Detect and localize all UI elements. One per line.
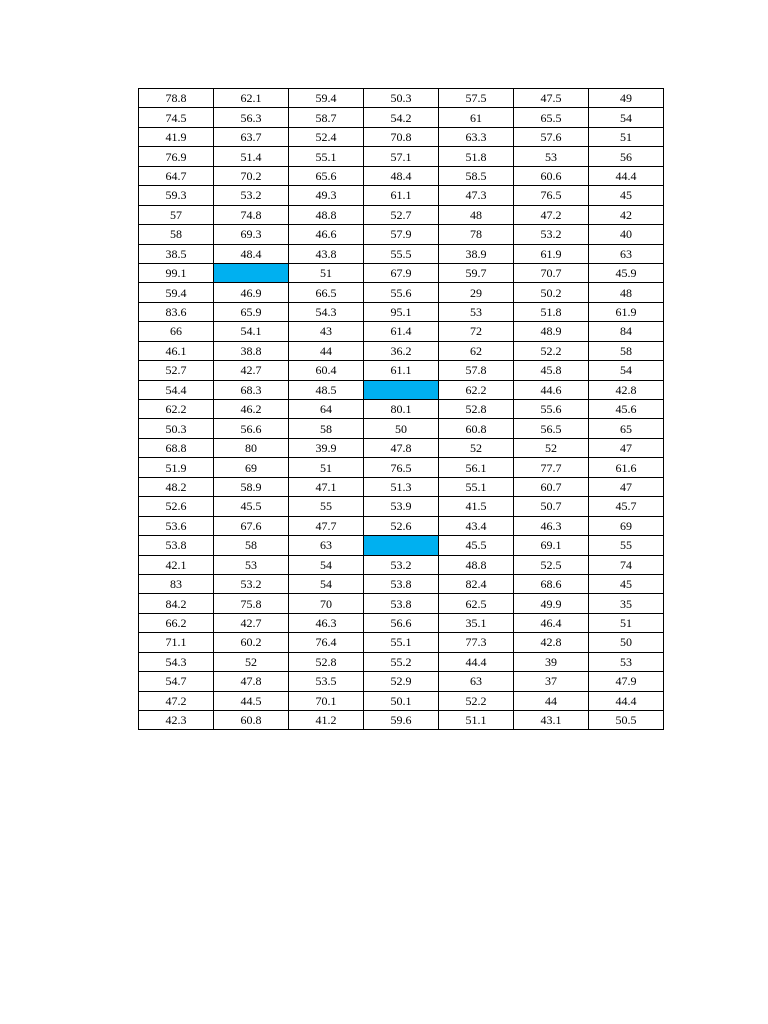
table-cell: 44.4: [589, 691, 664, 710]
table-cell: 54.7: [139, 672, 214, 691]
table-cell: 64: [289, 400, 364, 419]
table-cell: 82.4: [439, 574, 514, 593]
table-cell: 48.8: [439, 555, 514, 574]
table-row: [139, 166, 664, 185]
table-row: [139, 691, 664, 710]
table-cell: 65.5: [514, 108, 589, 127]
table-cell: 45.5: [439, 536, 514, 555]
table-cell: 57.6: [514, 127, 589, 146]
table-cell: 51.1: [439, 711, 514, 730]
table-cell: 55.6: [364, 283, 439, 302]
table-cell: 63: [589, 244, 664, 263]
table-cell: 29: [439, 283, 514, 302]
table-cell: 53: [514, 147, 589, 166]
table-cell: 64.7: [139, 166, 214, 185]
table-cell: 76.5: [364, 458, 439, 477]
table-cell: 52.6: [139, 497, 214, 516]
table-cell: 56.3: [214, 108, 289, 127]
table-cell: 59.6: [364, 711, 439, 730]
table-cell: 58: [589, 341, 664, 360]
table-cell: 51: [289, 263, 364, 282]
table-cell: 76.5: [514, 186, 589, 205]
table-cell: 58.5: [439, 166, 514, 185]
table-cell: 78: [439, 225, 514, 244]
table-cell: 69: [214, 458, 289, 477]
table-cell: 43: [289, 322, 364, 341]
table-cell: 70.7: [514, 263, 589, 282]
table-cell: 39: [514, 652, 589, 671]
table-cell: 57: [139, 205, 214, 224]
table-cell: 46.3: [514, 516, 589, 535]
table-cell: 62.1: [214, 89, 289, 108]
table-cell: 52.2: [514, 341, 589, 360]
table-cell: 53.8: [364, 594, 439, 613]
table-cell: 51: [589, 127, 664, 146]
table-cell: 47.7: [289, 516, 364, 535]
table-cell: 54.3: [139, 652, 214, 671]
table-cell: 44.4: [589, 166, 664, 185]
table-cell: 44.4: [439, 652, 514, 671]
table-cell: 75.8: [214, 594, 289, 613]
table-cell: 57.5: [439, 89, 514, 108]
table-cell: 40: [589, 225, 664, 244]
table-cell: 54.3: [289, 302, 364, 321]
table-cell: 49.9: [514, 594, 589, 613]
table-cell: 54.4: [139, 380, 214, 399]
table-cell: 52.7: [139, 361, 214, 380]
table-cell: 66.2: [139, 613, 214, 632]
table-cell: 45.5: [214, 497, 289, 516]
table-cell: 56.6: [214, 419, 289, 438]
table-cell: 99.1: [139, 263, 214, 282]
table-cell: 56: [589, 147, 664, 166]
table-cell: 53: [589, 652, 664, 671]
table-cell: 52: [214, 652, 289, 671]
table-cell: 42: [589, 205, 664, 224]
table-cell: 60.7: [514, 477, 589, 496]
table-cell: 46.4: [514, 613, 589, 632]
table-cell: 66: [139, 322, 214, 341]
table-cell: 65.6: [289, 166, 364, 185]
table-row: [139, 322, 664, 341]
table-cell: 48: [589, 283, 664, 302]
table-row: [139, 400, 664, 419]
table-cell: 52.8: [289, 652, 364, 671]
table-cell: 67.9: [364, 263, 439, 282]
table-cell: 58.9: [214, 477, 289, 496]
table-cell: 69.1: [514, 536, 589, 555]
table-cell: 58.7: [289, 108, 364, 127]
table-cell: 45.9: [589, 263, 664, 282]
table-row: [139, 711, 664, 730]
table-cell: 52.6: [364, 516, 439, 535]
table-cell: 38.8: [214, 341, 289, 360]
table-cell: 74.8: [214, 205, 289, 224]
table-row: [139, 127, 664, 146]
table-cell: 60.8: [214, 711, 289, 730]
table-cell: 45.7: [589, 497, 664, 516]
table-cell: 62: [439, 341, 514, 360]
table-cell: 68.6: [514, 574, 589, 593]
table-row: [139, 419, 664, 438]
table-cell: 70.2: [214, 166, 289, 185]
table-cell: 80.1: [364, 400, 439, 419]
table-cell: 59.4: [139, 283, 214, 302]
table-cell: 56.1: [439, 458, 514, 477]
table-cell: 84: [589, 322, 664, 341]
table-cell: 47.1: [289, 477, 364, 496]
table-cell: 83.6: [139, 302, 214, 321]
table-cell: 47.8: [214, 672, 289, 691]
table-cell: 55: [589, 536, 664, 555]
table-cell: 59.7: [439, 263, 514, 282]
table-cell: 61.4: [364, 322, 439, 341]
table-cell: 56.6: [364, 613, 439, 632]
table-cell: 55: [289, 497, 364, 516]
table-row: [139, 555, 664, 574]
table-cell: 48.9: [514, 322, 589, 341]
table-cell: 39.9: [289, 438, 364, 457]
table-cell: 70.1: [289, 691, 364, 710]
table-cell: 35: [589, 594, 664, 613]
table-row: [139, 574, 664, 593]
table-cell: 47: [589, 438, 664, 457]
table-cell: 45.8: [514, 361, 589, 380]
table-cell: 44: [289, 341, 364, 360]
highlighted-empty-cell: [214, 263, 289, 282]
table-cell: 58: [214, 536, 289, 555]
table-cell: 77.7: [514, 458, 589, 477]
table-cell: 63.3: [439, 127, 514, 146]
table-cell: 53: [439, 302, 514, 321]
table-cell: 74.5: [139, 108, 214, 127]
highlighted-empty-cell: [364, 380, 439, 399]
table-cell: 62.2: [439, 380, 514, 399]
table-cell: 42.3: [139, 711, 214, 730]
table-cell: 76.9: [139, 147, 214, 166]
table-row: [139, 361, 664, 380]
table-cell: 53.8: [139, 536, 214, 555]
table-cell: 50.3: [364, 89, 439, 108]
table-cell: 45.6: [589, 400, 664, 419]
table-cell: 44.6: [514, 380, 589, 399]
table-cell: 35.1: [439, 613, 514, 632]
table-cell: 69: [589, 516, 664, 535]
table-cell: 44.5: [214, 691, 289, 710]
table-row: [139, 244, 664, 263]
table-cell: 54: [289, 574, 364, 593]
table-cell: 51.4: [214, 147, 289, 166]
table-cell: 50.3: [139, 419, 214, 438]
table-cell: 46.2: [214, 400, 289, 419]
table-cell: 54.2: [364, 108, 439, 127]
table-cell: 61.6: [589, 458, 664, 477]
table-row: [139, 205, 664, 224]
table-cell: 63: [439, 672, 514, 691]
table-cell: 59.4: [289, 89, 364, 108]
table-cell: 56.5: [514, 419, 589, 438]
table-cell: 61.1: [364, 186, 439, 205]
table-cell: 51.9: [139, 458, 214, 477]
table-cell: 55.2: [364, 652, 439, 671]
table-cell: 95.1: [364, 302, 439, 321]
table-cell: 48.8: [289, 205, 364, 224]
table-cell: 55.1: [289, 147, 364, 166]
table-cell: 52.4: [289, 127, 364, 146]
table-cell: 78.8: [139, 89, 214, 108]
table-cell: 50: [364, 419, 439, 438]
table-cell: 72: [439, 322, 514, 341]
highlighted-empty-cell: [364, 536, 439, 555]
table-cell: 53.2: [214, 574, 289, 593]
table-cell: 41.2: [289, 711, 364, 730]
table-row: [139, 633, 664, 652]
table-cell: 76.4: [289, 633, 364, 652]
table-row: [139, 652, 664, 671]
table-cell: 46.9: [214, 283, 289, 302]
table-cell: 47.9: [589, 672, 664, 691]
table-cell: 52.2: [439, 691, 514, 710]
table-cell: 53.9: [364, 497, 439, 516]
table-cell: 54: [589, 361, 664, 380]
table-row: [139, 302, 664, 321]
table-cell: 52.9: [364, 672, 439, 691]
table-cell: 53.2: [214, 186, 289, 205]
table-cell: 51.8: [514, 302, 589, 321]
table-cell: 47.8: [364, 438, 439, 457]
table-cell: 48.2: [139, 477, 214, 496]
table-cell: 67.6: [214, 516, 289, 535]
table-cell: 37: [514, 672, 589, 691]
table-cell: 60.8: [439, 419, 514, 438]
table-cell: 47.3: [439, 186, 514, 205]
table-cell: 52.7: [364, 205, 439, 224]
table-cell: 62.5: [439, 594, 514, 613]
table-cell: 47.2: [514, 205, 589, 224]
table-cell: 69.3: [214, 225, 289, 244]
table-cell: 53.2: [514, 225, 589, 244]
table-cell: 57.8: [439, 361, 514, 380]
table-cell: 68.8: [139, 438, 214, 457]
table-cell: 53: [214, 555, 289, 574]
table-cell: 55.5: [364, 244, 439, 263]
table-cell: 51.8: [439, 147, 514, 166]
table-cell: 65: [589, 419, 664, 438]
table-row: [139, 613, 664, 632]
table-cell: 51: [289, 458, 364, 477]
table-cell: 58: [139, 225, 214, 244]
table-cell: 63.7: [214, 127, 289, 146]
table-cell: 70.8: [364, 127, 439, 146]
table-cell: 63: [289, 536, 364, 555]
table-cell: 61.1: [364, 361, 439, 380]
table-cell: 54: [589, 108, 664, 127]
table-cell: 53.5: [289, 672, 364, 691]
table-row: [139, 225, 664, 244]
table-cell: 74: [589, 555, 664, 574]
table-cell: 66.5: [289, 283, 364, 302]
table-cell: 47.5: [514, 89, 589, 108]
table-row: [139, 186, 664, 205]
table-cell: 60.6: [514, 166, 589, 185]
table-cell: 42.8: [514, 633, 589, 652]
table-cell: 55.1: [364, 633, 439, 652]
table-cell: 80: [214, 438, 289, 457]
table-cell: 51.3: [364, 477, 439, 496]
table-cell: 49.3: [289, 186, 364, 205]
table-row: [139, 89, 664, 108]
table-cell: 50: [589, 633, 664, 652]
table-cell: 71.1: [139, 633, 214, 652]
table-cell: 54: [289, 555, 364, 574]
table-row: [139, 341, 664, 360]
table-cell: 45: [589, 186, 664, 205]
table-cell: 48.5: [289, 380, 364, 399]
table-cell: 49: [589, 89, 664, 108]
table-cell: 54.1: [214, 322, 289, 341]
table-row: [139, 108, 664, 127]
table-cell: 44: [514, 691, 589, 710]
table-cell: 62.2: [139, 400, 214, 419]
table-cell: 50.2: [514, 283, 589, 302]
table-cell: 42.8: [589, 380, 664, 399]
table-cell: 48.4: [214, 244, 289, 263]
table-cell: 84.2: [139, 594, 214, 613]
table-cell: 83: [139, 574, 214, 593]
table-cell: 52.8: [439, 400, 514, 419]
table-cell: 48.4: [364, 166, 439, 185]
table-cell: 46.1: [139, 341, 214, 360]
table-cell: 52.5: [514, 555, 589, 574]
table-cell: 36.2: [364, 341, 439, 360]
table-row: [139, 672, 664, 691]
table-cell: 46.3: [289, 613, 364, 632]
table-cell: 51: [589, 613, 664, 632]
table-cell: 42.7: [214, 613, 289, 632]
table-cell: 50.7: [514, 497, 589, 516]
table-cell: 41.9: [139, 127, 214, 146]
table-row: [139, 438, 664, 457]
table-cell: 57.1: [364, 147, 439, 166]
table-cell: 61.9: [589, 302, 664, 321]
table-cell: 58: [289, 419, 364, 438]
table-cell: 53.8: [364, 574, 439, 593]
table-cell: 47.2: [139, 691, 214, 710]
table-cell: 57.9: [364, 225, 439, 244]
table-cell: 42.7: [214, 361, 289, 380]
table-row: [139, 283, 664, 302]
table-row: [139, 458, 664, 477]
table-cell: 53.2: [364, 555, 439, 574]
table-cell: 41.5: [439, 497, 514, 516]
table-cell: 53.6: [139, 516, 214, 535]
table-row: [139, 536, 664, 555]
table-row: [139, 497, 664, 516]
table-cell: 38.5: [139, 244, 214, 263]
table-cell: 50.1: [364, 691, 439, 710]
table-row: [139, 594, 664, 613]
table-row: [139, 380, 664, 399]
table-cell: 47: [589, 477, 664, 496]
table-cell: 70: [289, 594, 364, 613]
table-cell: 60.2: [214, 633, 289, 652]
table-cell: 43.1: [514, 711, 589, 730]
table-cell: 55.6: [514, 400, 589, 419]
table-row: [139, 477, 664, 496]
data-table: [138, 88, 664, 730]
table-cell: 45: [589, 574, 664, 593]
table-cell: 60.4: [289, 361, 364, 380]
table-cell: 38.9: [439, 244, 514, 263]
table-cell: 52: [514, 438, 589, 457]
table-cell: 68.3: [214, 380, 289, 399]
table-row: [139, 147, 664, 166]
table-cell: 52: [439, 438, 514, 457]
table-cell: 43.8: [289, 244, 364, 263]
table-cell: 77.3: [439, 633, 514, 652]
table-cell: 61.9: [514, 244, 589, 263]
table-body: [139, 89, 664, 730]
table-cell: 43.4: [439, 516, 514, 535]
table-cell: 42.1: [139, 555, 214, 574]
table-cell: 48: [439, 205, 514, 224]
table-cell: 65.9: [214, 302, 289, 321]
table-row: [139, 516, 664, 535]
table-cell: 61: [439, 108, 514, 127]
table-cell: 46.6: [289, 225, 364, 244]
table-row: [139, 263, 664, 282]
table-cell: 50.5: [589, 711, 664, 730]
table-cell: 55.1: [439, 477, 514, 496]
table-cell: 59.3: [139, 186, 214, 205]
